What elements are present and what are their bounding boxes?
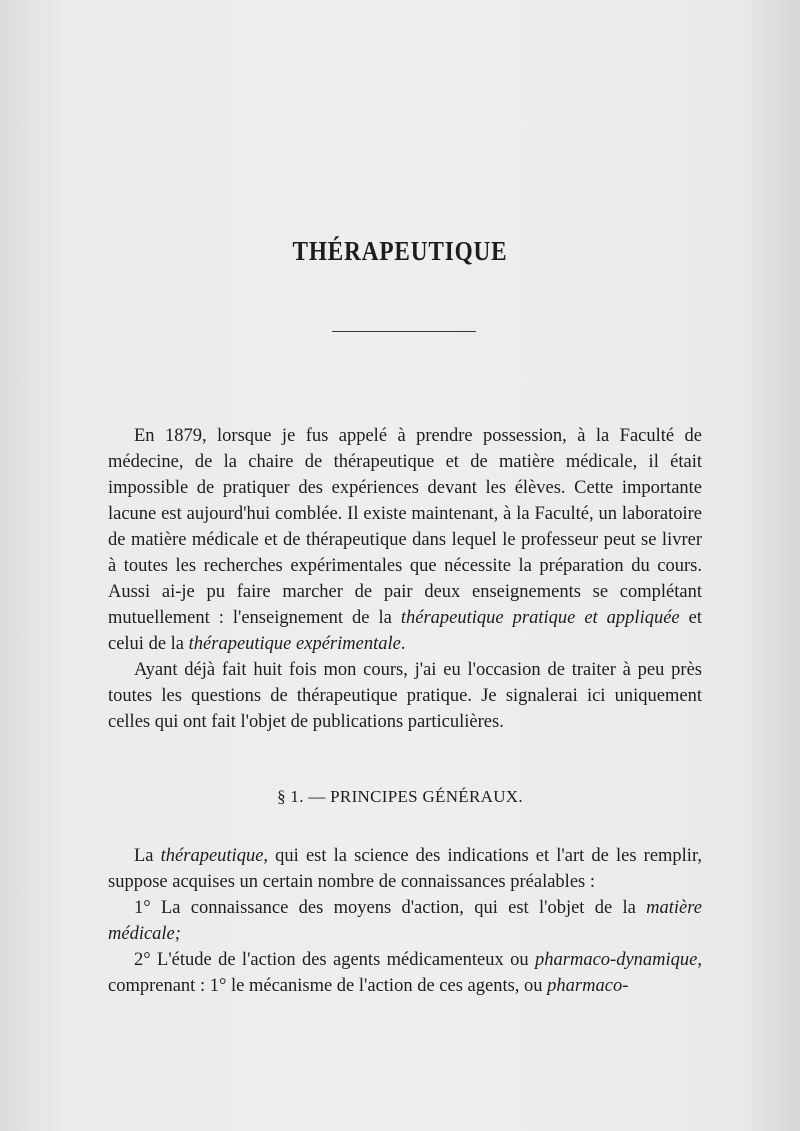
italic-run: thérapeutique pratique et appliquée <box>400 608 680 628</box>
italic-run: pharmaco- <box>547 976 629 996</box>
paragraph <box>108 895 702 947</box>
italic-run: matière médicale; <box>108 898 702 944</box>
text-run: 2° L'étude de l'action des agents médicamenteux ou <box>134 950 536 970</box>
section-text <box>108 843 702 999</box>
paragraph <box>108 423 702 657</box>
paragraph <box>108 947 702 999</box>
text-run: et celui de la <box>108 608 702 654</box>
text-run: , comprenant : 1° le mécanisme de l'action de ces agents, ou <box>108 950 702 996</box>
italic-run: pharmaco-dynamique <box>535 950 698 970</box>
text-run: . <box>400 634 406 654</box>
title-rule <box>332 331 476 332</box>
intro-text <box>108 423 702 735</box>
italic-run: thérapeutique expérimentale <box>188 634 401 654</box>
section-heading: § 1. — PRINCIPES GÉNÉRAUX. <box>277 787 523 806</box>
text-run: 1° La connaissance des moyens d'action, qui est l'objet de la <box>134 898 647 918</box>
text-run: Ayant déjà fait huit fois mon cours, j'ai eu l'occasion de traiter à peu près toutes les questions de thérapeutique pratique. Je signalerai ici uniquement celles qui ont fait l'objet de publications particulières. <box>108 660 702 732</box>
paragraph <box>108 843 702 895</box>
page-title: THÉRAPEUTIQUE <box>292 236 508 266</box>
text-run: En 1879, lorsque je fus appelé à prendre possession, à la Faculté de médecine, de la chaire de thérapeutique et de matière médicale, il était impossible de pratiquer des expériences devant les élèves. Cette importante lacune est aujourd'hui comblée. Il existe maintenant, à la Faculté, un laboratoire de matière médicale et de thérapeutique dans lequel le professeur peut se livrer à toutes les recherches expérimentales que nécessite la préparation du cours. Aussi ai-je pu faire marcher de pair deux enseignements se complétant mutuellement : l'enseignement de la <box>108 426 702 628</box>
show-through-texture <box>120 60 720 86</box>
text-run: , qui est la science des indications et l'art de les remplir, suppose acquises un certain nombre de connaissances préalables : <box>108 846 702 892</box>
italic-run: thérapeutique <box>160 846 264 866</box>
text-run: La <box>134 846 161 866</box>
paragraph <box>108 657 702 735</box>
